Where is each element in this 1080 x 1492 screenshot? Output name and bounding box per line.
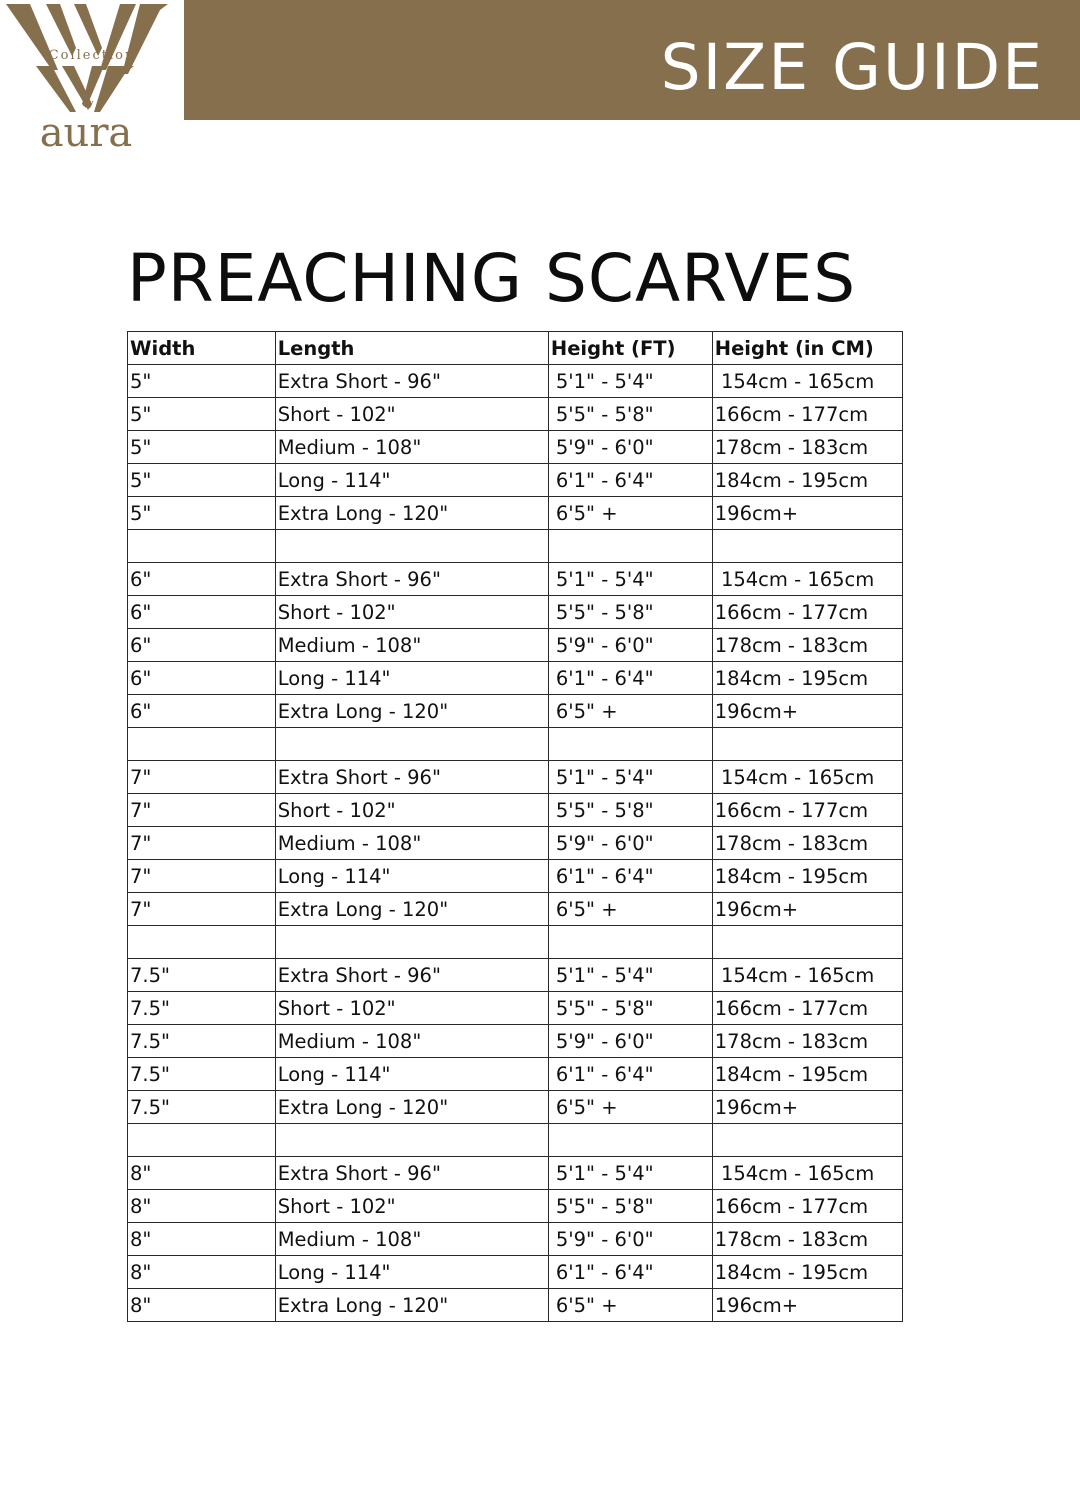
table-row (128, 1223, 903, 1256)
table-row (128, 761, 903, 794)
cell-length (275, 926, 548, 959)
cell-width: 6" (128, 662, 276, 695)
table-row (128, 827, 903, 860)
cell-length: Long - 114" (275, 1256, 548, 1289)
cell-length: Extra Long - 120" (275, 1289, 548, 1322)
cell-height-ft: 5'5" - 5'8" (548, 1190, 712, 1223)
cell-width (128, 728, 276, 761)
table-row (128, 860, 903, 893)
cell-width: 7.5" (128, 1058, 276, 1091)
cell-width (128, 1124, 276, 1157)
cell-height-ft: 6'5" + (548, 1091, 712, 1124)
cell-height-ft (548, 728, 712, 761)
table-spacer-row (128, 926, 903, 959)
header-band (184, 0, 1080, 120)
table-row (128, 794, 903, 827)
cell-length: Long - 114" (275, 662, 548, 695)
cell-length: Medium - 108" (275, 431, 548, 464)
cell-height-ft: 5'5" - 5'8" (548, 992, 712, 1025)
cell-length: Short - 102" (275, 1190, 548, 1223)
cell-height-cm (712, 530, 902, 563)
cell-length: Extra Long - 120" (275, 1091, 548, 1124)
cell-length: Long - 114" (275, 464, 548, 497)
header-width: Width (128, 332, 276, 365)
cell-height-ft (548, 926, 712, 959)
table-header-row (128, 332, 903, 365)
table-spacer-row (128, 1124, 903, 1157)
cell-length: Medium - 108" (275, 1025, 548, 1058)
cell-length: Extra Short - 96" (275, 365, 548, 398)
cell-height-cm: 184cm - 195cm (712, 662, 902, 695)
cell-width: 8" (128, 1190, 276, 1223)
cell-height-ft: 5'9" - 6'0" (548, 827, 712, 860)
cell-length: Short - 102" (275, 992, 548, 1025)
cell-height-cm: 154cm - 165cm (712, 1157, 902, 1190)
cell-width: 5" (128, 431, 276, 464)
cell-height-cm (712, 728, 902, 761)
table-row (128, 1157, 903, 1190)
cell-height-cm: 166cm - 177cm (712, 596, 902, 629)
cell-height-ft: 6'1" - 6'4" (548, 1058, 712, 1091)
svg-text:aura: aura (39, 110, 133, 156)
table-row (128, 1289, 903, 1322)
cell-height-cm: 166cm - 177cm (712, 1190, 902, 1223)
cell-length: Extra Long - 120" (275, 497, 548, 530)
cell-height-ft: 5'1" - 5'4" (548, 563, 712, 596)
cell-width: 8" (128, 1157, 276, 1190)
cell-length: Extra Short - 96" (275, 959, 548, 992)
table-row (128, 596, 903, 629)
cell-length: Extra Long - 120" (275, 695, 548, 728)
cell-height-cm: 178cm - 183cm (712, 1025, 902, 1058)
cell-height-ft: 6'5" + (548, 1289, 712, 1322)
cell-height-cm: 166cm - 177cm (712, 398, 902, 431)
cell-height-ft: 5'1" - 5'4" (548, 761, 712, 794)
cell-height-cm: 184cm - 195cm (712, 1058, 902, 1091)
cell-height-cm (712, 926, 902, 959)
cell-height-ft: 5'5" - 5'8" (548, 794, 712, 827)
cell-length: Long - 114" (275, 860, 548, 893)
table-row (128, 497, 903, 530)
cell-width: 5" (128, 365, 276, 398)
cell-height-ft: 6'1" - 6'4" (548, 860, 712, 893)
header-height-ft: Height (FT) (548, 332, 712, 365)
cell-height-cm (712, 1124, 902, 1157)
cell-width: 7" (128, 893, 276, 926)
table-row (128, 695, 903, 728)
cell-width: 6" (128, 563, 276, 596)
svg-text:by: by (82, 99, 94, 109)
table-row (128, 629, 903, 662)
cell-height-ft: 5'9" - 6'0" (548, 629, 712, 662)
cell-length (275, 1124, 548, 1157)
cell-width: 5" (128, 464, 276, 497)
cell-height-cm: 184cm - 195cm (712, 464, 902, 497)
cell-height-cm: 166cm - 177cm (712, 992, 902, 1025)
cell-height-ft: 5'9" - 6'0" (548, 431, 712, 464)
cell-height-cm: 196cm+ (712, 1289, 902, 1322)
cell-width: 5" (128, 497, 276, 530)
table-spacer-row (128, 530, 903, 563)
cell-height-ft: 5'1" - 5'4" (548, 959, 712, 992)
cell-height-ft: 6'1" - 6'4" (548, 1256, 712, 1289)
table-row (128, 662, 903, 695)
cell-height-ft: 5'1" - 5'4" (548, 1157, 712, 1190)
table-row (128, 431, 903, 464)
cell-length: Medium - 108" (275, 629, 548, 662)
cell-height-cm: 154cm - 165cm (712, 365, 902, 398)
cell-height-ft: 5'9" - 6'0" (548, 1025, 712, 1058)
table-row (128, 959, 903, 992)
table-spacer-row (128, 728, 903, 761)
page-title: PREACHING SCARVES (127, 240, 857, 317)
cell-height-ft: 6'1" - 6'4" (548, 464, 712, 497)
cell-height-cm: 184cm - 195cm (712, 860, 902, 893)
cell-height-cm: 178cm - 183cm (712, 1223, 902, 1256)
cell-height-cm: 196cm+ (712, 893, 902, 926)
table-row (128, 1190, 903, 1223)
cell-width: 7" (128, 827, 276, 860)
svg-text:Collection: Collection (48, 48, 136, 63)
cell-length: Medium - 108" (275, 827, 548, 860)
cell-height-cm: 196cm+ (712, 1091, 902, 1124)
cell-height-cm: 166cm - 177cm (712, 794, 902, 827)
cell-width: 7" (128, 860, 276, 893)
cell-width: 8" (128, 1289, 276, 1322)
size-table-body (128, 365, 903, 1322)
table-row (128, 563, 903, 596)
table-row (128, 1025, 903, 1058)
cell-length: Short - 102" (275, 794, 548, 827)
cell-height-cm: 178cm - 183cm (712, 431, 902, 464)
table-row (128, 464, 903, 497)
table-row (128, 365, 903, 398)
header-height-cm: Height (in CM) (712, 332, 902, 365)
cell-length: Extra Long - 120" (275, 893, 548, 926)
cell-width: 6" (128, 629, 276, 662)
cell-height-cm: 154cm - 165cm (712, 761, 902, 794)
cell-height-cm: 184cm - 195cm (712, 1256, 902, 1289)
cell-width (128, 926, 276, 959)
table-row (128, 992, 903, 1025)
cell-height-ft: 5'5" - 5'8" (548, 398, 712, 431)
cell-width: 5" (128, 398, 276, 431)
cell-height-cm: 196cm+ (712, 695, 902, 728)
cell-width: 8" (128, 1256, 276, 1289)
cell-height-cm: 154cm - 165cm (712, 563, 902, 596)
table-row (128, 1091, 903, 1124)
cell-width: 7.5" (128, 1091, 276, 1124)
header-length: Length (275, 332, 548, 365)
cell-width: 6" (128, 695, 276, 728)
cell-length (275, 728, 548, 761)
cell-height-ft: 6'5" + (548, 695, 712, 728)
cell-length (275, 530, 548, 563)
cell-width: 7.5" (128, 1025, 276, 1058)
size-table (127, 331, 903, 1322)
cell-length: Medium - 108" (275, 1223, 548, 1256)
cell-height-ft: 5'5" - 5'8" (548, 596, 712, 629)
cell-width (128, 530, 276, 563)
cell-height-ft: 6'5" + (548, 893, 712, 926)
cell-width: 7.5" (128, 959, 276, 992)
cell-height-ft: 6'5" + (548, 497, 712, 530)
table-row (128, 1058, 903, 1091)
table-row (128, 1256, 903, 1289)
brand-logo (0, 0, 184, 160)
cell-length: Extra Short - 96" (275, 563, 548, 596)
cell-length: Short - 102" (275, 596, 548, 629)
cell-height-ft (548, 530, 712, 563)
cell-length: Extra Short - 96" (275, 761, 548, 794)
cell-height-ft: 6'1" - 6'4" (548, 662, 712, 695)
table-row (128, 398, 903, 431)
cell-length: Short - 102" (275, 398, 548, 431)
cell-height-cm: 154cm - 165cm (712, 959, 902, 992)
cell-width: 7" (128, 761, 276, 794)
cell-length: Extra Short - 96" (275, 1157, 548, 1190)
cell-width: 8" (128, 1223, 276, 1256)
cell-height-ft: 5'1" - 5'4" (548, 365, 712, 398)
header-title: SIZE GUIDE (660, 31, 1044, 104)
cell-height-cm: 196cm+ (712, 497, 902, 530)
cell-height-ft (548, 1124, 712, 1157)
table-row (128, 893, 903, 926)
cell-width: 7" (128, 794, 276, 827)
cell-width: 7.5" (128, 992, 276, 1025)
cell-length: Long - 114" (275, 1058, 548, 1091)
cell-height-cm: 178cm - 183cm (712, 629, 902, 662)
cell-height-ft: 5'9" - 6'0" (548, 1223, 712, 1256)
cell-width: 6" (128, 596, 276, 629)
cell-height-cm: 178cm - 183cm (712, 827, 902, 860)
